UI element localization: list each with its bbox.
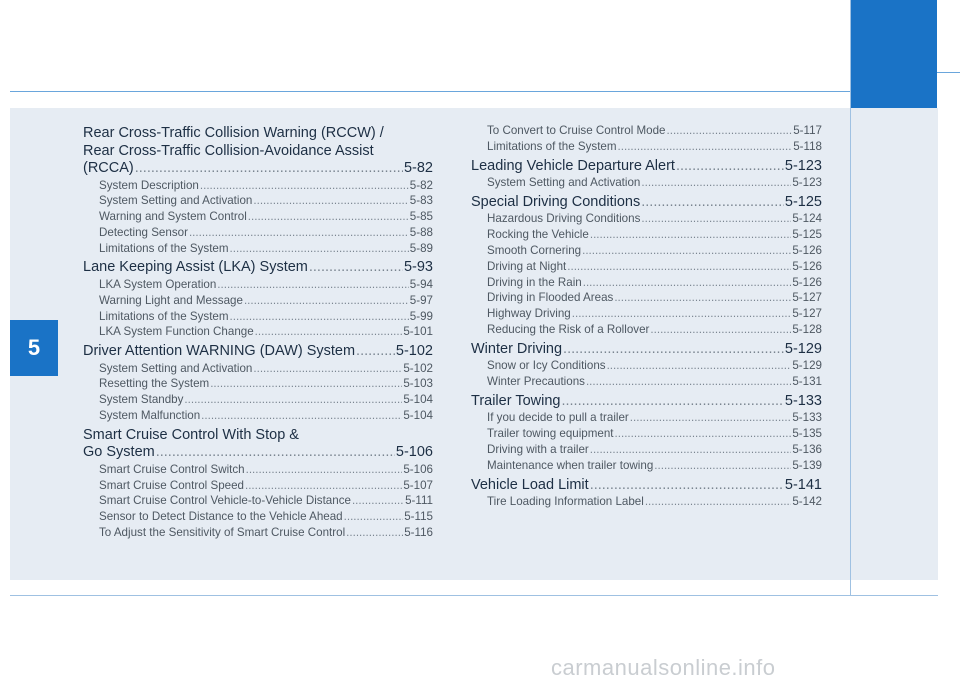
dot-leader bbox=[255, 324, 403, 340]
chapter-number: 5 bbox=[27, 335, 41, 360]
dot-leader bbox=[641, 175, 791, 191]
entry-label: Trailer towing equipment bbox=[487, 427, 614, 441]
entry-label: To Adjust the Sensitivity of Smart Cruise Control bbox=[99, 526, 346, 540]
entry-label: Smart Cruise Control Vehicle-to-Vehicle Distance bbox=[99, 494, 351, 508]
toc-entry[interactable] bbox=[83, 462, 433, 478]
toc-right-column bbox=[471, 123, 822, 513]
toc-entry[interactable] bbox=[83, 324, 433, 340]
entry-label: Driving at Night bbox=[487, 259, 567, 273]
section-title: Winter Driving bbox=[471, 340, 563, 357]
entry-label: Sensor to Detect Distance to the Vehicle Ahead bbox=[99, 510, 343, 524]
section-title: (RCCA) bbox=[83, 160, 134, 176]
dot-leader bbox=[253, 361, 402, 377]
toc-section bbox=[471, 158, 822, 194]
toc-entry[interactable] bbox=[83, 525, 433, 541]
dot-leader bbox=[586, 374, 791, 390]
dot-leader bbox=[246, 462, 403, 478]
section-page-number: 5-82 bbox=[403, 160, 433, 176]
dot-leader bbox=[667, 123, 793, 139]
section-page-number: 5-133 bbox=[784, 392, 822, 409]
top-rule-right bbox=[937, 72, 960, 73]
toc-entry[interactable] bbox=[471, 426, 822, 442]
dot-leader bbox=[184, 392, 402, 408]
corner-blue-block bbox=[851, 0, 937, 108]
toc-entry[interactable] bbox=[471, 494, 822, 510]
toc-entry[interactable] bbox=[83, 376, 433, 392]
toc-entry[interactable] bbox=[471, 290, 822, 306]
entry-label: To Convert to Cruise Control Mode bbox=[487, 124, 666, 137]
dot-leader bbox=[244, 293, 409, 309]
toc-entry[interactable] bbox=[83, 493, 433, 509]
entry-label: Resetting the System bbox=[99, 377, 210, 391]
entry-label: If you decide to pull a trailer bbox=[487, 411, 629, 425]
toc-entry[interactable] bbox=[83, 241, 433, 257]
dot-leader bbox=[248, 209, 409, 225]
section-page-number: 5-123 bbox=[784, 157, 822, 174]
toc-entry[interactable] bbox=[83, 361, 433, 377]
entry-page-number: 5-129 bbox=[792, 359, 822, 373]
toc-entry[interactable] bbox=[83, 478, 433, 494]
section-page-number: 5-125 bbox=[784, 193, 822, 210]
section-title-entry[interactable] bbox=[471, 393, 822, 411]
entry-page-number: 5-104 bbox=[403, 409, 433, 423]
entry-label: Highway Driving bbox=[487, 307, 571, 321]
entry-label: Rocking the Vehicle bbox=[487, 228, 589, 242]
dot-leader bbox=[309, 259, 403, 277]
section-title-entry[interactable] bbox=[83, 259, 433, 277]
entry-label: LKA System Operation bbox=[99, 277, 217, 291]
entry-page-number: 5-85 bbox=[409, 210, 433, 224]
entry-label: LKA System Function Change bbox=[99, 325, 254, 339]
dot-leader bbox=[253, 193, 408, 209]
dot-leader bbox=[630, 410, 792, 426]
entry-label: Smart Cruise Control Speed bbox=[99, 478, 244, 492]
entry-page-number: 5-128 bbox=[792, 322, 822, 336]
entry-label: System Malfunction bbox=[99, 409, 201, 423]
dot-leader bbox=[567, 259, 791, 275]
toc-entry[interactable] bbox=[471, 322, 822, 338]
dot-leader bbox=[618, 139, 793, 155]
dot-leader bbox=[561, 393, 783, 411]
toc-section bbox=[471, 123, 822, 158]
toc-section bbox=[471, 477, 822, 513]
entry-page-number: 5-102 bbox=[403, 361, 433, 375]
toc-entry[interactable] bbox=[83, 193, 433, 209]
section-gap bbox=[83, 541, 433, 544]
dot-leader bbox=[676, 158, 784, 176]
section-title: Vehicle Load Limit bbox=[471, 476, 589, 493]
entry-label: Warning Light and Message bbox=[99, 293, 243, 307]
entry-label: Warning and System Control bbox=[99, 210, 247, 224]
top-rule bbox=[10, 91, 850, 92]
toc-section bbox=[83, 125, 433, 259]
dot-leader bbox=[614, 290, 791, 306]
dot-leader bbox=[563, 341, 784, 359]
entry-label: Driving in the Rain bbox=[487, 275, 582, 289]
toc-entry[interactable] bbox=[83, 293, 433, 309]
entry-page-number: 5-127 bbox=[792, 307, 822, 321]
entry-label: System Setting and Activation bbox=[487, 176, 641, 190]
section-page-number: 5-106 bbox=[395, 444, 433, 461]
entry-label: Driving in Flooded Areas bbox=[487, 291, 614, 305]
entry-page-number: 5-94 bbox=[409, 277, 433, 291]
entry-label: System Setting and Activation bbox=[99, 361, 253, 375]
dot-leader bbox=[346, 525, 403, 541]
bottom-rule bbox=[10, 595, 938, 596]
section-title-entry[interactable] bbox=[471, 194, 822, 212]
dot-leader bbox=[607, 358, 792, 374]
entry-label: Limitations of the System bbox=[99, 241, 229, 255]
toc-entry[interactable] bbox=[471, 458, 822, 474]
toc-section bbox=[471, 341, 822, 393]
toc-entry[interactable] bbox=[471, 243, 822, 259]
section-page-number: 5-141 bbox=[784, 476, 822, 493]
toc-section bbox=[83, 259, 433, 343]
entry-label: Maintenance when trailer towing bbox=[487, 458, 654, 472]
toc-entry[interactable] bbox=[471, 123, 822, 139]
entry-label: Driving with a trailer bbox=[487, 442, 589, 456]
entry-page-number: 5-103 bbox=[403, 377, 433, 391]
entry-page-number: 5-117 bbox=[793, 124, 822, 137]
toc-entry[interactable] bbox=[83, 225, 433, 241]
entry-page-number: 5-116 bbox=[404, 526, 433, 540]
section-page-number: 5-129 bbox=[784, 340, 822, 357]
dot-leader bbox=[201, 408, 402, 424]
section-title-line[interactable]: Smart Cruise Control With Stop & bbox=[83, 426, 299, 443]
toc-entry[interactable] bbox=[83, 408, 433, 424]
entry-page-number: 5-99 bbox=[409, 309, 433, 323]
dot-leader bbox=[230, 241, 409, 257]
entry-page-number: 5-106 bbox=[403, 462, 433, 476]
toc-entry[interactable] bbox=[471, 306, 822, 322]
entry-page-number: 5-126 bbox=[792, 243, 822, 257]
toc-entry[interactable] bbox=[83, 392, 433, 408]
entry-label: System Standby bbox=[99, 393, 184, 407]
entry-page-number: 5-126 bbox=[792, 259, 822, 273]
toc-left-column bbox=[83, 125, 433, 544]
section-title: Special Driving Conditions bbox=[471, 193, 641, 210]
entry-page-number: 5-125 bbox=[792, 228, 822, 242]
section-title: Go System bbox=[83, 444, 155, 461]
chapter-tab bbox=[10, 320, 58, 376]
toc-entry[interactable] bbox=[471, 374, 822, 390]
entry-page-number: 5-107 bbox=[403, 478, 433, 492]
entry-page-number: 5-104 bbox=[403, 393, 433, 407]
entry-page-number: 5-127 bbox=[792, 291, 822, 305]
entry-label: Hazardous Driving Conditions bbox=[487, 212, 641, 226]
section-title: Trailer Towing bbox=[471, 392, 561, 409]
entry-page-number: 5-111 bbox=[405, 494, 433, 508]
dot-leader bbox=[156, 444, 395, 462]
entry-page-number: 5-126 bbox=[792, 275, 822, 289]
entry-label: Limitations of the System bbox=[99, 309, 229, 323]
entry-page-number: 5-131 bbox=[792, 375, 822, 389]
toc-entry[interactable] bbox=[83, 309, 433, 325]
toc-entry[interactable] bbox=[471, 259, 822, 275]
dot-leader bbox=[641, 194, 784, 212]
dot-leader bbox=[210, 376, 402, 392]
entry-page-number: 5-89 bbox=[409, 241, 433, 255]
section-title-entry[interactable] bbox=[83, 343, 433, 361]
entry-page-number: 5-88 bbox=[409, 225, 433, 239]
entry-page-number: 5-83 bbox=[409, 194, 433, 208]
dot-leader bbox=[582, 243, 791, 259]
toc-section bbox=[471, 194, 822, 341]
entry-page-number: 5-97 bbox=[409, 293, 433, 307]
toc-entry[interactable] bbox=[83, 178, 433, 194]
dot-leader bbox=[189, 225, 409, 241]
section-title: Driver Attention WARNING (DAW) System bbox=[83, 343, 356, 360]
section-title: Lane Keeping Assist (LKA) System bbox=[83, 259, 308, 276]
entry-label: System Setting and Activation bbox=[99, 194, 253, 208]
entry-label: Snow or Icy Conditions bbox=[487, 359, 606, 373]
entry-label: Limitations of the System bbox=[487, 139, 617, 153]
dot-leader bbox=[344, 509, 404, 525]
section-page-number: 5-93 bbox=[403, 259, 433, 276]
dot-leader bbox=[356, 343, 395, 361]
toc-entry[interactable] bbox=[471, 442, 822, 458]
dot-leader bbox=[615, 426, 792, 442]
section-title-entry[interactable] bbox=[471, 477, 822, 495]
section-title-entry[interactable] bbox=[471, 158, 822, 176]
entry-page-number: 5-82 bbox=[409, 178, 433, 192]
section-page-number: 5-102 bbox=[395, 343, 433, 360]
toc-entry[interactable] bbox=[471, 139, 822, 155]
toc-section bbox=[83, 343, 433, 427]
toc-entry[interactable] bbox=[471, 175, 822, 191]
dot-leader bbox=[245, 478, 402, 494]
entry-page-number: 5-142 bbox=[792, 495, 822, 509]
entry-label: System Description bbox=[99, 178, 199, 192]
toc-entry[interactable] bbox=[471, 211, 822, 227]
section-title: Leading Vehicle Departure Alert bbox=[471, 157, 675, 174]
toc-entry[interactable] bbox=[471, 410, 822, 426]
toc-section bbox=[471, 393, 822, 477]
entry-page-number: 5-124 bbox=[792, 212, 822, 226]
dot-leader bbox=[572, 306, 792, 322]
entry-label: Reducing the Risk of a Rollover bbox=[487, 322, 650, 336]
toc-section bbox=[83, 427, 433, 544]
entry-page-number: 5-118 bbox=[793, 139, 822, 153]
dot-leader bbox=[135, 160, 403, 178]
entry-page-number: 5-123 bbox=[792, 176, 822, 190]
section-title-entry[interactable] bbox=[471, 341, 822, 359]
dot-leader bbox=[590, 477, 784, 495]
section-title-entry[interactable] bbox=[83, 444, 433, 462]
dot-leader bbox=[590, 227, 792, 243]
entry-label: Smart Cruise Control Switch bbox=[99, 462, 245, 476]
entry-page-number: 5-139 bbox=[792, 458, 822, 472]
section-title-line[interactable]: Rear Cross-Traffic Collision Warning (RCCW) / bbox=[83, 125, 384, 141]
toc-entry[interactable] bbox=[471, 358, 822, 374]
toc-entry[interactable] bbox=[83, 209, 433, 225]
toc-entry[interactable] bbox=[83, 509, 433, 525]
toc-entry[interactable] bbox=[83, 277, 433, 293]
dot-leader bbox=[645, 494, 792, 510]
entry-page-number: 5-136 bbox=[792, 442, 822, 456]
section-title-entry[interactable] bbox=[83, 160, 433, 178]
entry-page-number: 5-133 bbox=[792, 411, 822, 425]
entry-page-number: 5-101 bbox=[403, 325, 433, 339]
toc-entry[interactable] bbox=[471, 275, 822, 291]
dot-leader bbox=[352, 493, 404, 509]
entry-page-number: 5-135 bbox=[792, 427, 822, 441]
dot-leader bbox=[641, 211, 791, 227]
watermark: carmanualsonline.info bbox=[551, 655, 776, 680]
entry-label: Tire Loading Information Label bbox=[487, 495, 644, 509]
dot-leader bbox=[230, 309, 409, 325]
dot-leader bbox=[583, 275, 792, 291]
toc-entry[interactable] bbox=[471, 227, 822, 243]
entry-label: Smooth Cornering bbox=[487, 243, 582, 257]
section-gap bbox=[471, 510, 822, 513]
entry-label: Detecting Sensor bbox=[99, 225, 188, 239]
entry-page-number: 5-115 bbox=[404, 510, 433, 524]
dot-leader bbox=[590, 442, 792, 458]
dot-leader bbox=[200, 178, 409, 194]
dot-leader bbox=[654, 458, 791, 474]
entry-label: Winter Precautions bbox=[487, 375, 585, 389]
section-title-line[interactable]: Rear Cross-Traffic Collision-Avoidance Assist bbox=[83, 142, 374, 159]
dot-leader bbox=[217, 277, 408, 293]
dot-leader bbox=[650, 322, 791, 338]
